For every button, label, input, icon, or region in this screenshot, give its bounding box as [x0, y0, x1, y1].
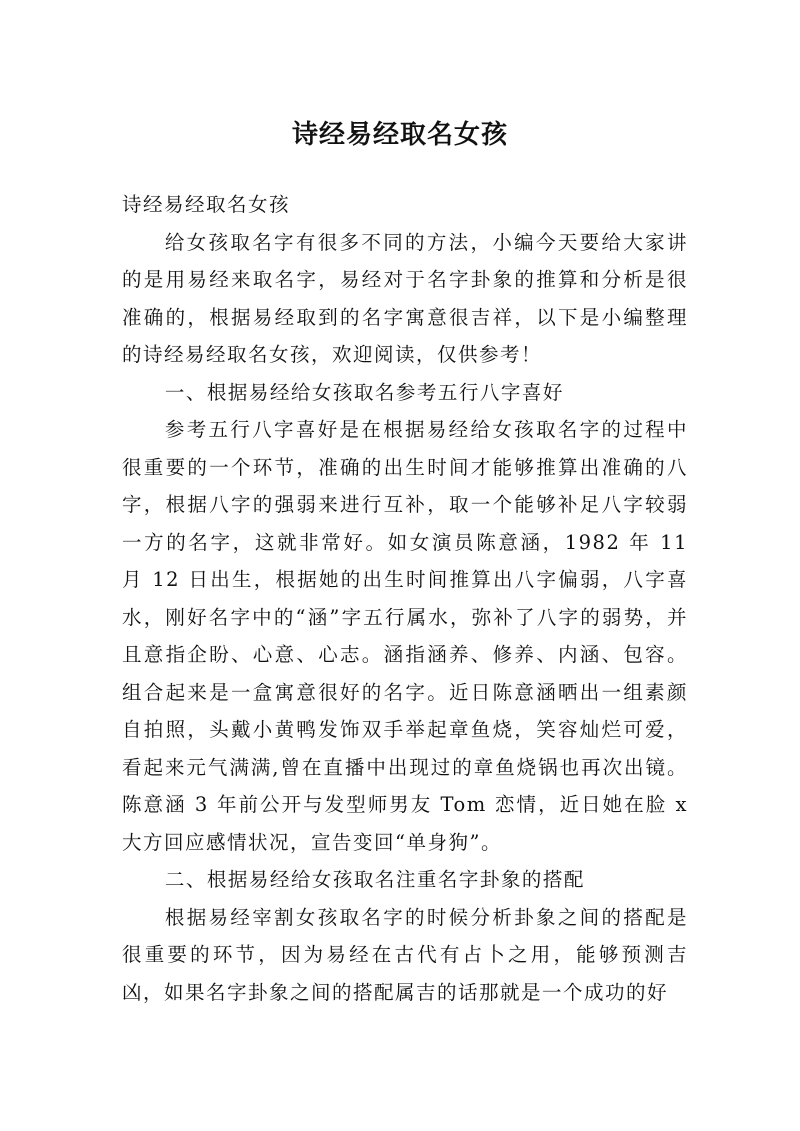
section-heading-1: 一、根据易经给女孩取名参考五行八字喜好: [164, 380, 564, 404]
document-body: [122, 186, 688, 1011]
section-heading-2: 二、根据易经给女孩取名注重名字卦象的搭配: [164, 868, 585, 891]
document-subtitle: 诗经易经取名女孩: [122, 193, 291, 216]
section-paragraph-1: 参考五行八字喜好是在根据易经给女孩取名字的过程中很重要的一个环节，准确的出生时间才能够推算出准确的八字，根据八字的强弱来进行互补，取一个能够补足八字较弱一方的名字，这就非常好。如女演员陈意涵，1982 年 11 月 12 日出生，根据她的出生时间推算出八字偏弱，八字喜水，刚好名字中的“涵”字五行属水，弥补了八字的弱势，并且意指企盼、心意、心志。涵指涵养、修养、内涵、包容。组合起来是一盒寓意很好的名字。近日陈意涵晒出一组素颜自拍照，头戴小黄鸭发饰双手举起章鱼烧，笑容灿烂可爱，看起来元气满满,曾在直播中出现过的章鱼烧锅也再次出镜。陈意涵 3 年前公开与发型师男友 Tom 恋情，近日她在脸 x 大方回应感情状况，宣告变回“单身狗”。: [122, 418, 688, 854]
section-paragraph-2: 根据易经宰割女孩取名字的时候分析卦象之间的搭配是很重要的环节，因为易经在古代有占卜之用，能够预测吉凶，如果名字卦象之间的搭配属吉的话那就是一个成功的好: [122, 905, 688, 1004]
document-title: 诗经易经取名女孩: [291, 120, 508, 151]
intro-paragraph: 给女孩取名字有很多不同的方法，小编今天要给大家讲的是用易经来取名字，易经对于名字卦象的推算和分析是很准确的，根据易经取到的名字寓意很吉祥，以下是小编整理的诗经易经取名女孩，欢迎阅读，仅供参考！: [122, 230, 688, 366]
